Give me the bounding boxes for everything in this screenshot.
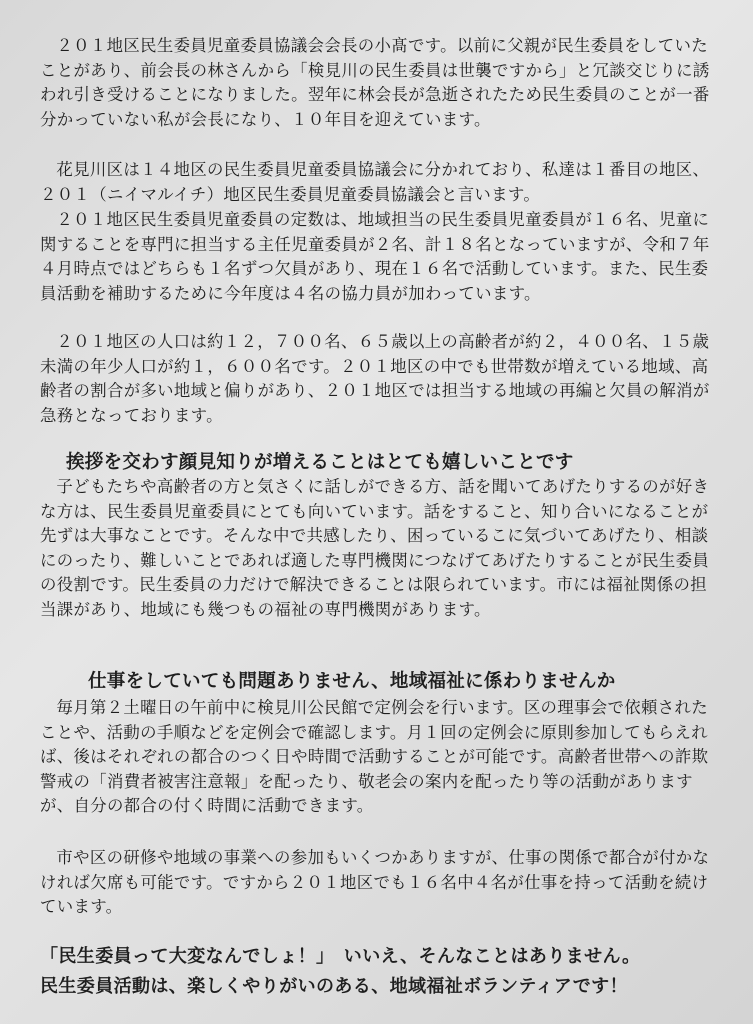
closing-line-2: 民生委員活動は、楽しくやりがいのある、地域福祉ボランティアです！ (40, 976, 628, 997)
section1-paragraph-1: 子どもたちや高齢者の方と気さくに話しができる方、話を聞いてあげたりするのが好きな方は、民生委員児童委員にとても向いています。話をすること、知り合いになることが先ずは大事なことです。そんな中で共感したり、困っているこに気づいてあげたり、相談にのったり、難しいことであれば適した専門機関につなげてあげたりすることが民生委員の役割です。民生委員の力だけで解決できることは限られています。市には福祉関係の担当課があり、地域にも幾つもの福祉の専門機関があります。 (40, 477, 710, 619)
closing-line-1: 「民生委員って大変なんでしょ！」 いいえ、そんなことはありません。 (40, 946, 641, 967)
section2-paragraph-1: 毎月第２土曜日の午前中に検見川公民館で定例会を行います。区の理事会で依頼されたことや、活動の手順などを定例会で確認します。月１回の定例会に原則参加してもらえれば、後はそれぞれの都合のつく日や時間で活動することが可能です。高齢者世帯への詐欺警戒の「消費者被害注意報」を配ったり、敬老会の案内を配ったり等の活動がありますが、自分の都合の付く時間に活動できます。 (40, 698, 709, 816)
section1-heading: 挨拶を交わす顔見知りが増えることはとても嬉しいことです (66, 452, 574, 473)
section2-paragraph-2: 市や区の研修や地域の事業への参加もいくつかありますが、仕事の関係で都合が付かなければ欠席も可能です。ですから２０１地区でも１６名中４名が仕事を持って活動を続けています。 (40, 848, 710, 917)
section2-heading: 仕事をしていても問題ありません、地域福祉に係わりませんか (88, 671, 616, 692)
intro-paragraph-3: ２０１地区民生委員児童委員の定数は、地域担当の民生委員児童委員が１６名、児童に関することを専門に担当する主任児童委員が２名、計１８名となっていますが、令和７年４月時点ではどちらも１名ずつ欠員があり、現在１６名で活動しています。また、民生委員活動を補助するために今年度は４名の協力員が加わっています。 (40, 210, 710, 303)
intro-paragraph-1: ２０１地区民生委員児童委員協議会会長の小髙です。以前に父親が民生委員をしていたことがあり、前会長の林さんから「検見川の民生委員は世襲ですから」と冗談交じりに誘われ引き受けることになりました。翌年に林会長が急逝されたため民生委員のことが一番分かっていない私が会長になり、１０年目を迎えています。 (40, 36, 710, 129)
intro-paragraph-2: 花見川区は１４地区の民生委員児童委員協議会に分かれており、私達は１番目の地区、２０１（ニイマルイチ）地区民生委員児童委員協議会と言います。 (40, 160, 710, 204)
intro-paragraph-4: ２０１地区の人口は約１２，７００名、６５歳以上の高齢者が約２，４００名、１５歳未満の年少人口が約１，６００名です。２０１地区の中でも世帯数が増えている地域、高齢者の割合が多い地域と偏りがあり、２０１地区では担当する地域の再編と欠員の解消が急務となっております。 (40, 332, 710, 425)
